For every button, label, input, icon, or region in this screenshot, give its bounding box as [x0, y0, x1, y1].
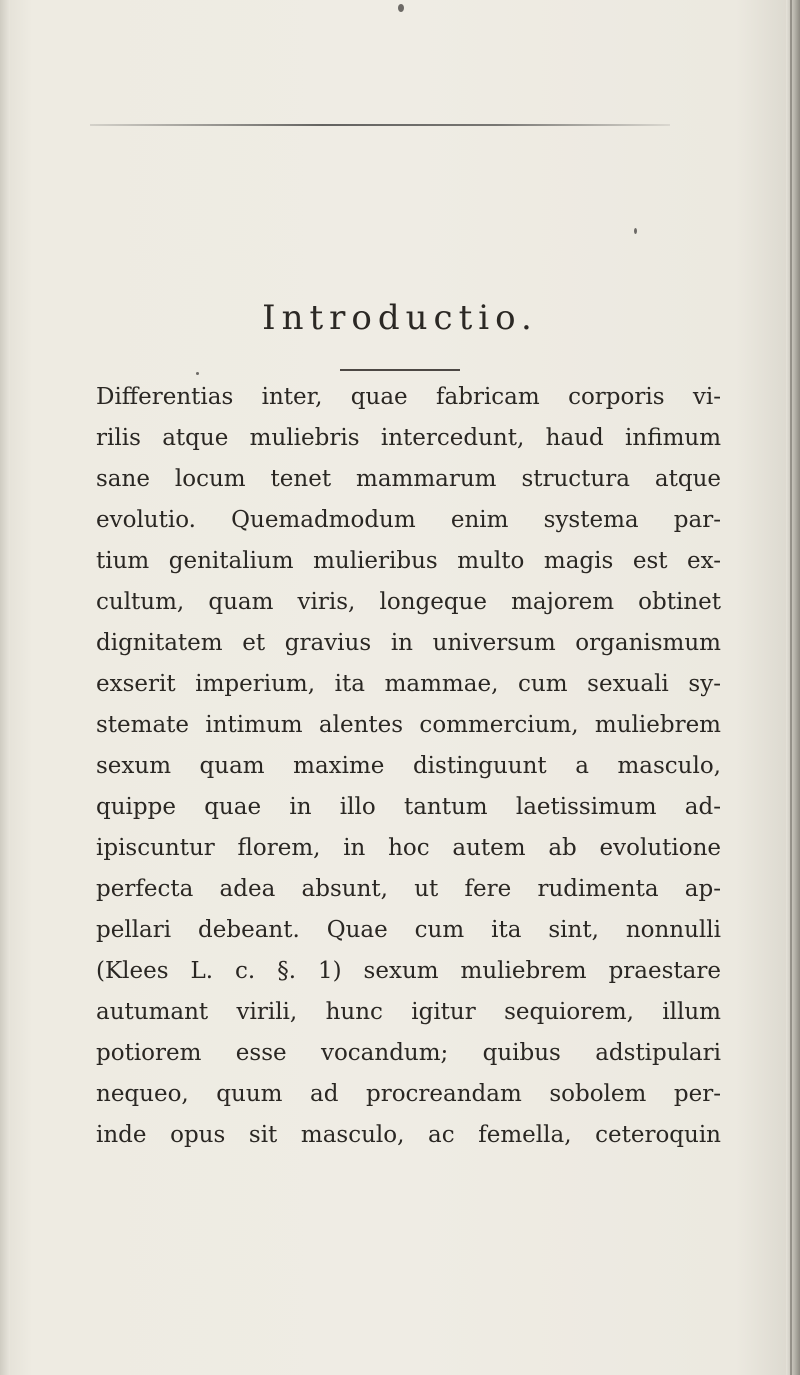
text-line: sexum quam maxime distinguunt a masculo,	[96, 753, 721, 779]
text-line: ipiscuntur florem, in hoc autem ab evolutione	[96, 835, 721, 861]
text-line: sane locum tenet mammarum structura atque	[96, 466, 721, 492]
title-underline	[340, 369, 460, 371]
body-paragraph	[96, 377, 721, 1156]
text-line: tium genitalium mulieribus multo magis est ex-	[96, 548, 721, 574]
text-line: evolutio. Quemadmodum enim systema par-	[96, 507, 721, 533]
ink-speck	[634, 228, 637, 234]
page-title: Introductio.	[262, 298, 538, 338]
ink-speck	[398, 4, 404, 12]
text-line: potiorem esse vocandum; quibus adstipulari	[96, 1040, 721, 1066]
text-line: dignitatem et gravius in universum organismum	[96, 630, 721, 656]
text-line: perfecta adea absunt, ut fere rudimenta ap-	[96, 876, 721, 902]
text-line: pellari debeant. Quae cum ita sint, nonnulli	[96, 917, 721, 943]
text-line: inde opus sit masculo, ac femella, ceteroquin	[96, 1122, 721, 1148]
binding-shadow	[790, 0, 792, 1375]
header-rule	[90, 124, 670, 126]
text-line: (Klees L. c. §. 1) sexum muliebrem praestare	[96, 958, 721, 984]
page-left-edge	[0, 0, 10, 1375]
text-line: exserit imperium, ita mammae, cum sexuali sy-	[96, 671, 721, 697]
text-line: quippe quae in illo tantum laetissimum ad-	[96, 794, 721, 820]
text-line: stemate intimum alentes commercium, muliebrem	[96, 712, 721, 738]
text-line: rilis atque muliebris intercedunt, haud infimum	[96, 425, 721, 451]
page-right-edge	[786, 0, 800, 1375]
text-line: Differentias inter, quae fabricam corporis vi-	[96, 384, 721, 410]
text-line: cultum, quam viris, longeque majorem obtinet	[96, 589, 721, 615]
text-line: autumant virili, hunc igitur sequiorem, illum	[96, 999, 721, 1025]
text-line: nequeo, quum ad procreandam sobolem per-	[96, 1081, 721, 1107]
ink-speck	[196, 372, 199, 375]
